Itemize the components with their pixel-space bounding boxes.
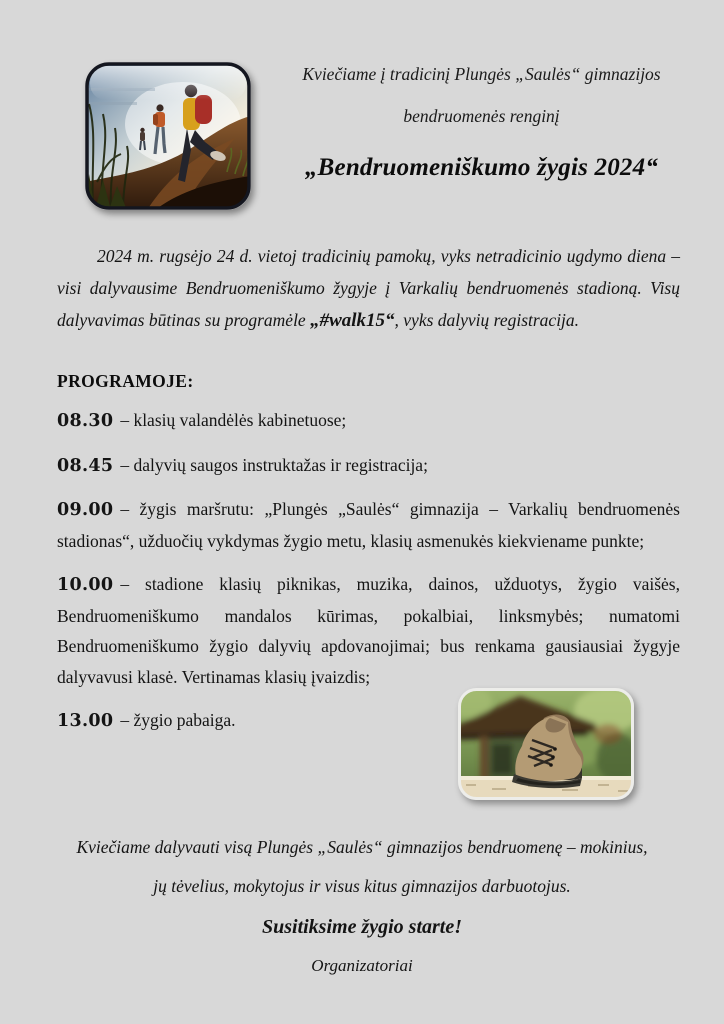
program-text: – klasių valandėlės kabinetuose;	[120, 410, 347, 430]
program-item-0845	[57, 450, 680, 482]
program-text: – dalyvių saugos instruktažas ir registracija;	[120, 454, 428, 475]
program-item-1000	[57, 569, 680, 692]
invite-line-2: bendruomenės renginį	[403, 106, 560, 126]
closing-invitation: Kviečiame dalyvauti visą Plungės „Saulės“ gimnazijos bendruomenę – mokinius, jų tėvelius, mokytojus ir visus kitus gimnazijos darbuotojus.	[76, 837, 648, 896]
program-text: – žygis maršrutu: „Plungės „Saulės“ gimnazija – Varkalių bendruomenės stadionas“, užduočių vykdymas žygio metu, klasių asmenukės kiekviename punkte;	[57, 499, 680, 551]
program-time: 10.00	[57, 575, 114, 595]
boots-photo	[458, 688, 634, 800]
lead-paragraph	[57, 240, 680, 337]
program-text: – žygio pabaiga.	[120, 710, 236, 730]
invite-line-1: Kviečiame į tradicinį Plungės „Saulės“ gimnazijos	[302, 64, 661, 84]
program-time: 08.30	[57, 411, 114, 431]
lead-section	[57, 240, 680, 337]
organizers-signature: Organizatoriai	[311, 956, 413, 975]
program-section	[57, 371, 680, 737]
program-text: – stadione klasių piknikas, muzika, dainos, užduotys, žygio vaišės, Bendruomeniškumo mandalos kūrimas, pokalbiai, linksmybės; numatomi Bendruomeniškumo žygio dalyvių apdovanojimai; bus renkama gausiausiai žygyje dalyvavusi klasė. Vertinamas klasių įvaizdis;	[57, 574, 680, 687]
program-heading: PROGRAMOJE:	[57, 371, 194, 391]
walk15-app-name: „#walk15“	[310, 310, 395, 331]
lead-text-after: , vyks dalyvių registracija.	[394, 310, 580, 330]
program-time: 13.00	[57, 711, 114, 731]
hero-section	[0, 0, 724, 210]
hikers-photo	[85, 62, 251, 210]
meet-at-start-line: Susitiksime žygio starte!	[261, 916, 463, 938]
program-item-0900	[57, 494, 680, 556]
program-item-0830	[57, 405, 680, 437]
hero-text-block	[251, 62, 694, 182]
lead-text-before: 2024 m. rugsėjo 24 d. vietoj tradicinių pamokų, vyks netradicinio ugdymo diena – visi dalyvausime Bendruomeniškumo žygyje į Varkalių bendruomenės stadioną. Visų dalyvavimas būtinas su programėle	[57, 246, 680, 330]
footer-section	[0, 828, 724, 976]
event-title: „Bendruomeniškumo žygis 2024“	[304, 154, 659, 181]
program-time: 09.00	[57, 500, 114, 520]
program-time: 08.45	[57, 455, 114, 476]
